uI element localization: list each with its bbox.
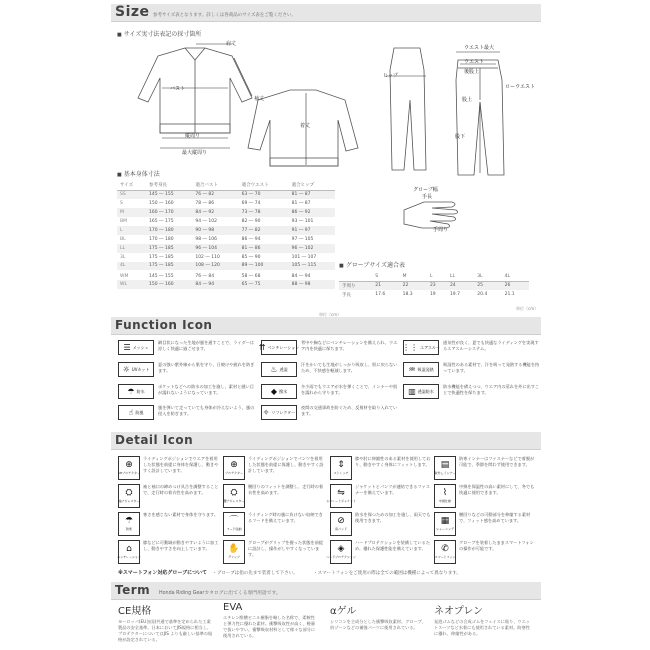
icon-glyph-icon: ☰: [123, 343, 131, 352]
icon-description: 通気性が良く、夏でも快適なライディングを実現するエアスルーシステム。: [443, 340, 539, 351]
table-cell: 89 ― 100: [239, 262, 289, 271]
icon-name: シャーリング: [436, 527, 454, 531]
body-table-header: 参考身長: [146, 181, 192, 190]
icon-name: 取外しインナー: [434, 471, 456, 475]
icon-name: 透湿防水: [417, 388, 434, 394]
table-cell: 105 ― 115: [289, 262, 335, 271]
glove-table-header: L: [427, 272, 447, 281]
table-row: [117, 235, 335, 244]
label-bust: バスト: [170, 86, 186, 92]
table-cell: 81 ― 87: [289, 190, 335, 199]
icon-description: ライディングポジションでパンツを着用した状態を前提に保護し、動きやすく設計しています。: [248, 456, 324, 473]
table-cell: 145 ― 155: [146, 190, 192, 199]
pants-diagram: [380, 40, 510, 180]
function-icon: [258, 340, 300, 355]
icon-glyph-icon: ⇋: [337, 488, 345, 498]
table-cell: 86 ― 92: [289, 208, 335, 217]
icon-name: UVカット: [131, 366, 150, 372]
icon-description: グローブを装着したままスマートフォンの操作が可能です。: [459, 540, 534, 551]
function-title: Function Icon: [115, 318, 213, 332]
glove-table-header: M: [400, 272, 427, 281]
table-cell: 165 ― 175: [149, 219, 174, 224]
label-hip: ヒップ: [383, 73, 398, 79]
icon-description: 網目状になった生地が風を通すことで、ライダーは涼しく快適に過ごせます。: [158, 340, 255, 351]
table-row: [117, 253, 335, 262]
table-cell: WL: [117, 280, 146, 289]
table-cell: 19.7: [449, 292, 460, 297]
icon-glyph-icon: ⛭: [125, 488, 133, 498]
label-max-length: 最大縦周り: [182, 150, 208, 156]
table-cell: 160 ― 170: [146, 208, 192, 217]
detail-icon: [223, 540, 245, 564]
icon-name: 防水: [136, 388, 145, 394]
icon-glyph-icon: ◆: [270, 387, 278, 396]
icon-description: 防水機能を備えつつ、ウエア内の蒸れを外に出すことで快適性を保ちます。: [443, 384, 540, 395]
table-cell: 69 ― 74: [241, 201, 261, 206]
function-icon: [261, 405, 297, 420]
icon-description: 中綿を保温性の高い素材にして、冬でも快適に使用できます。: [459, 484, 535, 495]
table-cell: BL: [120, 237, 126, 242]
icon-glyph-icon: ⛭: [230, 488, 238, 498]
table-cell: 94 ― 102: [195, 219, 218, 224]
table-cell: 97 ― 105: [291, 237, 314, 242]
icon-name: グリップ: [228, 555, 240, 559]
table-cell: 4L: [117, 262, 146, 271]
table-cell: 82 ― 90: [241, 219, 261, 224]
term-alpha-gel: [330, 602, 426, 631]
table-cell: 175 ― 185: [149, 255, 174, 260]
label-sleeve: 袖丈: [254, 96, 265, 102]
table-cell: 84 ― 92: [192, 208, 238, 217]
icon-glyph-icon: ⊕: [125, 460, 133, 470]
term-ce: [118, 602, 214, 643]
icon-name: 防寒: [125, 527, 132, 531]
size-subtitle: 参考サイズ表となります。詳しくは各商品のサイズ表をご覧ください。: [153, 13, 296, 18]
table-cell: 17.6: [375, 292, 386, 297]
table-row: [339, 290, 529, 299]
term-ce-title: CE規格: [118, 606, 152, 617]
measure-heading: ■ サイズ実寸法表記の採寸箇所: [117, 29, 201, 38]
table-row: [117, 190, 335, 199]
table-cell: 81 ― 86: [239, 244, 289, 253]
icon-glyph-icon: ⌇: [442, 488, 448, 498]
icon-name: 中綿仕様: [438, 499, 451, 503]
table-cell: 102 ― 110: [195, 255, 220, 260]
icon-glyph-icon: ⇕: [337, 460, 345, 470]
icon-glyph-icon: ♒: [408, 365, 416, 374]
jacket-diagram: [130, 38, 360, 173]
detail-icon: [326, 540, 356, 564]
table-cell: SS: [117, 190, 146, 199]
function-icon: [261, 384, 297, 399]
detail-icon: [330, 456, 352, 480]
table-cell: 21: [372, 281, 399, 290]
body-table-header: 適合バスト: [192, 181, 238, 190]
table-cell: 170 ― 180: [146, 226, 192, 235]
table-cell: 58 ― 68: [241, 273, 261, 279]
detail-icon: [434, 540, 456, 564]
table-cell: 86 ― 94: [241, 237, 261, 242]
label-waist-max: ウエスト最大: [464, 45, 495, 51]
icon-name: スマートフォン: [434, 555, 456, 559]
label-glove-length: 手長: [422, 194, 433, 200]
function-icon: [118, 340, 154, 355]
icon-description: ライディング時の風に負けない収納できるフードを備えています。: [248, 512, 323, 523]
body-table-unit: 単位（cm）: [319, 312, 342, 317]
table-cell: 73 ― 78: [239, 208, 289, 217]
icon-description: 防水を保つための加工を施し、雨天でも使用できます。: [355, 512, 431, 523]
icon-name: エアスルー: [420, 344, 440, 350]
table-cell: 90 ― 98: [192, 226, 238, 235]
table-cell: 76 ― 84: [195, 273, 215, 279]
table-cell: 96 ― 102: [289, 244, 335, 253]
glove-table-header: [339, 272, 372, 281]
icon-description: 膝などに可動域が動きやすいように加工し、動きやすさを向上しています。: [143, 540, 219, 551]
icon-glyph-icon: ✆: [441, 544, 449, 554]
icon-description: 膝や肘に伸縮性のある素材を使用しており、動きやすく身体にフィットします。: [355, 456, 431, 467]
icon-name: ハードプロテクション: [326, 555, 356, 559]
detail-icon: [118, 484, 140, 508]
glove-table-header: 4L: [502, 272, 529, 281]
icon-glyph-icon: ☂: [127, 387, 135, 396]
icon-name: 透湿: [279, 366, 288, 372]
table-cell: BM: [120, 219, 127, 224]
table-cell: 170 ― 180: [149, 237, 174, 242]
function-icon: [118, 362, 154, 377]
label-glove-circ: 手周り: [433, 227, 449, 233]
icon-name: 腰アジャスター: [223, 499, 245, 503]
detail-icon: [118, 456, 140, 480]
table-cell: 26: [502, 281, 529, 290]
body-table-header: 適合ヒップ: [289, 181, 335, 190]
term-neoprene-desc: 発泡ゴムなどの合成ゴムをフェイスに貼り、ウエットスーツなど水着にも使用されている素材。防寒性に優れ、伸縮性がある。: [434, 619, 530, 636]
table-cell: LL: [117, 244, 146, 253]
body-table-header: サイズ: [117, 181, 146, 190]
size-title: Size: [115, 4, 150, 20]
icon-name: ベンチレーション: [117, 555, 141, 559]
table-cell: 63 ― 70: [239, 190, 289, 199]
table-cell: 76 ― 82: [192, 190, 238, 199]
table-cell: 21.1: [504, 292, 515, 297]
label-shoulder: 肩丈: [226, 41, 237, 47]
icon-glyph-icon: ✧: [262, 408, 270, 417]
table-cell: 84 ― 94: [291, 273, 311, 279]
icon-glyph-icon: ▤: [440, 460, 450, 470]
footnote-title: ※スマートフォン対応グローブについて: [118, 570, 208, 576]
term-alpha-gel-desc: シリコンを主成分とした衝撃吸収素材。グローブ、肩ゾーンなどの補強パーツに使用されている。: [330, 619, 426, 630]
term-title: Term: [115, 583, 151, 597]
table-row: [117, 217, 335, 226]
table-cell: 84 ― 94: [192, 280, 238, 289]
term-ce-desc: ヨーロッパ(EU各国)共通で基準を定められた工業製品の安全基準。日本においてJIS規格に相当し、プロテクターについてはJIS よりも厳しい基準の規格が設定されている。: [118, 619, 213, 642]
icon-name: ベンチレーション: [267, 344, 300, 350]
icon-glyph-icon: ⊘: [337, 516, 345, 526]
icon-description: 夏の強い紫外線から肌を守り、日焼けや疲れを防ぎます。: [158, 362, 255, 373]
icon-glyph-icon: ⌂: [126, 544, 132, 554]
table-cell: 175 ― 185: [146, 244, 192, 253]
term-neoprene: [434, 602, 534, 637]
icon-glyph-icon: ⌒: [229, 516, 239, 526]
icon-glyph-icon: ◈: [337, 544, 345, 554]
size-header: [111, 4, 541, 22]
icon-name: 撥水: [279, 388, 288, 394]
detail-icon: [330, 512, 352, 536]
label-waist: ウエスト: [464, 59, 485, 65]
icon-description: 汗をかいても生地がしっかり吸収し、肌に戻らないため、不快感を軽減します。: [301, 362, 398, 373]
icon-name: ストレッチ: [333, 471, 349, 475]
term-eva-desc: エチレン酢酸ビニル樹脂を略した名称で、柔軟性と弾力性に優れた素材。衝撃吸収性が高く、軽量で扱いやすい。衝撃吸収材料として様々な部分に使用されている。: [223, 615, 316, 638]
body-table-heading: ■ 基本身体寸法: [117, 169, 160, 178]
icon-glyph-icon: ♨: [270, 365, 278, 374]
glove-table-unit: 単位（cm）: [516, 306, 539, 311]
glove-size-table: [339, 272, 529, 299]
term-eva: [223, 602, 319, 639]
term-subtitle: Honda Riding Gearカタログに出てくる専門用語です。: [159, 591, 281, 596]
table-cell: 91 ― 97: [289, 226, 335, 235]
detail-icon: [434, 512, 456, 536]
icon-glyph-icon: ▥: [408, 387, 416, 396]
table-cell: WM: [120, 273, 129, 279]
table-cell: 77 ― 82: [239, 226, 289, 235]
table-cell: 24: [447, 281, 474, 290]
function-icon: [261, 362, 297, 377]
icon-description: 風を弾いて走っていても身体が冷えないよう、風の侵入を防ぎます。: [158, 405, 255, 416]
icon-description: グローブがグリップを握った状態を前提に設計し、操作がしやすくなっています。: [248, 540, 323, 557]
label-body-length: 着丈: [300, 123, 311, 129]
table-cell: 88 ― 98: [289, 280, 335, 289]
icon-name: 肩パッド: [334, 527, 347, 531]
table-cell: 78 ― 86: [195, 201, 215, 206]
icon-description: ポケットなどへの防水の加工を施し、素材と縫い目が濡れないようになっています。: [158, 384, 254, 395]
table-row: [117, 244, 335, 253]
table-cell: 25: [474, 281, 501, 290]
icon-name: メッシュ: [132, 344, 149, 350]
term-eva-title: EVA: [223, 602, 243, 613]
label-rise-front: 股上: [462, 97, 473, 103]
icon-glyph-icon: ▦: [440, 516, 450, 526]
body-table-header: 適合ウエスト: [239, 181, 289, 190]
table-row: [117, 199, 335, 208]
body-size-table: [117, 181, 335, 289]
icon-glyph-icon: ⇈: [258, 343, 266, 352]
table-row: [117, 226, 335, 235]
detail-icon: [434, 456, 456, 480]
table-cell: L: [117, 226, 146, 235]
term-header: [111, 582, 541, 600]
table-cell: 145 ― 155: [149, 273, 174, 279]
table-cell: M: [117, 208, 146, 217]
icon-description: 多少雨でもウエアが水を弾くことで、インナーや肌を濡れから守ります。: [301, 384, 398, 395]
detail-icon: [223, 512, 245, 536]
table-cell: 96 ― 104: [192, 244, 238, 253]
icon-description: 腰回りなどの可動部分を伸縮する素材で、フィット感を高めています。: [459, 512, 531, 523]
function-header: [111, 317, 541, 335]
icon-name: フード収納: [226, 527, 242, 531]
label-inseam: 股下: [455, 134, 466, 140]
icon-description: 吸湿性のある素材で、汗を吸って発熱する機能を持っています。: [443, 362, 540, 373]
icon-name: セパレートジャケット: [326, 499, 356, 503]
icon-description: ハードプロテクションを装備しているため、優れた保護性能を備えています。: [355, 540, 430, 551]
term-neoprene-title: ネオプレン: [434, 606, 484, 617]
table-cell: 150 ― 160: [149, 201, 174, 206]
table-cell: 23: [427, 281, 447, 290]
icon-glyph-icon: ☼: [122, 365, 130, 374]
label-glove-width: グローブ幅: [413, 187, 438, 193]
detail-header: [111, 432, 541, 450]
icon-glyph-icon: ⋮⋮: [402, 343, 419, 352]
table-cell: 150 ― 160: [146, 280, 192, 289]
icon-name: リフレクター: [271, 409, 296, 415]
icon-description: 袖と袖口の締めつけ具合を調整することで、走行時の着衣性を高めます。: [143, 484, 219, 495]
table-cell: 93 ― 101: [291, 219, 314, 224]
table-cell: 108 ― 120: [192, 262, 238, 271]
table-row: [339, 281, 529, 290]
icon-description: ジャケットとパンツが連結できるファスナーを備えています。: [355, 484, 430, 495]
table-cell: 175 ― 185: [146, 262, 192, 271]
table-cell: 85 ― 90: [241, 255, 261, 260]
detail-icon: [434, 484, 456, 508]
icon-description: 夜間の交通事故を防ぐため、反射材を取り入れています。: [301, 405, 398, 416]
icon-name: 防風: [135, 409, 144, 415]
table-cell: S: [120, 201, 123, 206]
table-cell: 手長: [342, 292, 351, 298]
table-cell: 22: [400, 281, 427, 290]
glove-table-header: S: [372, 272, 399, 281]
table-cell: 81 ― 87: [291, 201, 311, 206]
icon-name: 袖アジャスター: [118, 499, 140, 503]
function-icon: [403, 362, 439, 377]
table-cell: 19: [429, 292, 436, 297]
function-icon: [118, 405, 154, 420]
table-cell: 101 ― 107: [291, 255, 317, 260]
table-row: [117, 271, 335, 280]
icon-name: 吸湿発熱: [417, 366, 434, 372]
table-cell: 18.3: [402, 292, 413, 297]
footnote-text2: ・スマートフォンをご使用の際は全ての範囲は機種によって異なります。: [313, 571, 461, 576]
label-rise-back: 後股上: [464, 69, 480, 75]
icon-description: 寒さを感じない素材で身体を守ります。: [143, 512, 219, 517]
detail-icon: [326, 484, 356, 508]
icon-glyph-icon: ☂: [124, 516, 134, 526]
icon-description: ライディングポジションでウエアを着用した状態を前提に身体を保護し、動きやすく設計しています。: [143, 456, 219, 473]
detail-title: Detail Icon: [115, 433, 194, 447]
detail-icon: [223, 484, 245, 508]
detail-icon: [223, 456, 245, 480]
icon-description: 背中や胸などにベンチレーションを備えられ、ウエア内を快適に保ちます。: [301, 340, 398, 351]
table-cell: 98 ― 106: [195, 237, 218, 242]
icon-glyph-icon: ⊕: [230, 460, 238, 470]
icon-glyph-icon: ☝: [128, 408, 134, 417]
table-cell: 手周り: [339, 281, 372, 290]
table-cell: 3L: [120, 255, 126, 260]
smartphone-footnote: [118, 569, 461, 576]
label-length: 縦周り: [185, 133, 201, 139]
footnote-text1: ・グローブは指の先まで装着して下さい。: [212, 571, 298, 576]
function-icon: [403, 340, 439, 355]
detail-icon: [118, 540, 140, 564]
icon-description: 防寒インナーはファスナーなどで着脱が可能で、季節を問わず使用できます。: [459, 456, 535, 467]
table-row: [117, 262, 335, 271]
detail-icon: [118, 512, 140, 536]
table-cell: 20.4: [477, 292, 488, 297]
function-icon: [403, 384, 439, 399]
glove-table-header: 3L: [474, 272, 501, 281]
function-icon: [118, 384, 154, 399]
label-low-waist: ローウエスト: [505, 84, 536, 90]
table-row: [117, 208, 335, 217]
table-row: [117, 280, 335, 289]
icon-glyph-icon: ✋: [228, 544, 240, 554]
table-cell: 65 ― 75: [239, 280, 289, 289]
icon-name: CEプロテクター: [118, 471, 140, 475]
term-alpha-gel-title: αゲル: [330, 606, 357, 617]
icon-description: 腰回りのフィットを調整し、走行時の着衣性を高めます。: [248, 484, 324, 495]
icon-name: プロテクター: [225, 471, 243, 475]
glove-table-heading: ■ グローブサイズ適合表: [339, 260, 405, 269]
glove-table-header: LL: [447, 272, 474, 281]
